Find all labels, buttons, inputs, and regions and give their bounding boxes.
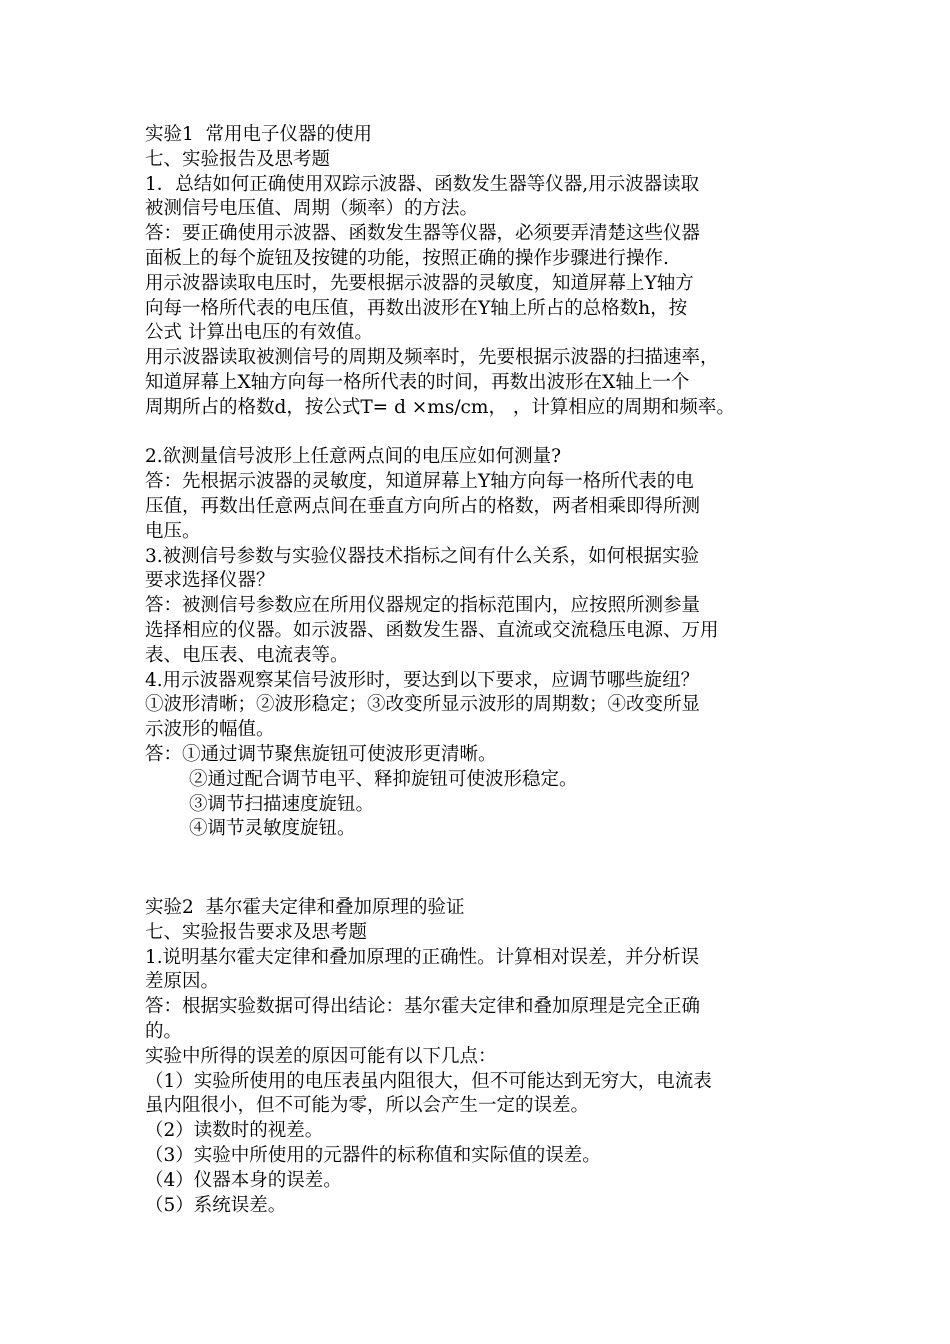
body-line: 要求选择仪器？ bbox=[145, 570, 275, 592]
body-line: 4.用示波器观察某信号波形时，要达到以下要求，应调节哪些旋纽？ bbox=[145, 669, 700, 691]
body-line: 公式 计算出电压的有效值。 bbox=[145, 322, 373, 344]
body-line: 答：先根据示波器的灵敏度，知道屏幕上Y轴方向每一格所代表的电 bbox=[145, 471, 694, 493]
body-line: 答：①通过调节聚焦旋钮可使波形更清晰。 bbox=[145, 743, 497, 765]
blank-line bbox=[145, 421, 945, 446]
body-line: （2）读数时的视差。 bbox=[145, 1120, 324, 1142]
body-line: 用示波器读取电压时，先要根据示波器的灵敏度，知道屏幕上Y轴方 bbox=[145, 272, 694, 294]
section-1 bbox=[145, 123, 945, 842]
body-line: 表、电压表、电流表等。 bbox=[145, 644, 349, 666]
body-line: 2.欲测量信号波形上任意两点间的电压应如何测量? bbox=[145, 446, 562, 468]
body-line: 向每一格所代表的电压值，再数出波形在Y轴上所占的总格数h，按 bbox=[145, 297, 688, 319]
body-line: 选择相应的仪器。如示波器、函数发生器、直流或交流稳压电源、万用 bbox=[145, 619, 719, 641]
answer-line: ②通过配合调节电平、释抑旋钮可使波形稳定。 bbox=[189, 768, 578, 790]
section-2-title: 实验2 基尔霍夫定律和叠加原理的验证 bbox=[145, 897, 465, 918]
section-2 bbox=[145, 896, 945, 1218]
body-line: 答：根据实验数据可得出结论：基尔霍夫定律和叠加原理是完全正确 bbox=[145, 996, 701, 1018]
body-line: （5）系统误差。 bbox=[145, 1194, 287, 1216]
body-line: 虽内阻很小，但不可能为零，所以会产生一定的误差。 bbox=[145, 1095, 590, 1117]
body-line: 周期所占的格数d，按公式T= d ×ms/cm， ，计算相应的周期和频率。 bbox=[145, 396, 735, 418]
body-line: 答：要正确使用示波器、函数发生器等仪器，必须要弄清楚这些仪器 bbox=[145, 223, 701, 245]
body-line: （1）实验所使用的电压表虽内阻很大，但不可能达到无穷大，电流表 bbox=[145, 1070, 712, 1092]
body-line: ①波形清晰；②波形稳定；③改变所显示波形的周期数；④改变所显 bbox=[145, 694, 701, 716]
body-line: 被测信号电压值、周期（频率）的方法。 bbox=[145, 198, 479, 220]
body-line: 压值，再数出任意两点间在垂直方向所占的格数，两者相乘即得所测 bbox=[145, 495, 701, 517]
body-line: 电压。 bbox=[145, 520, 201, 542]
section-1-title: 实验1 常用电子仪器的使用 bbox=[145, 124, 373, 145]
answer-line: ④调节灵敏度旋钮。 bbox=[189, 818, 356, 840]
body-line: （4）仪器本身的误差。 bbox=[145, 1169, 342, 1191]
body-line: 答：被测信号参数应在所用仪器规定的指标范围内，应按照所测参量 bbox=[145, 595, 701, 617]
body-line: 知道屏幕上X轴方向每一格所代表的时间，再数出波形在X轴上一个 bbox=[145, 371, 690, 393]
body-line: 1.说明基尔霍夫定律和叠加原理的正确性。计算相对误差，并分析误 bbox=[145, 946, 700, 968]
answer-line: ③调节扫描速度旋钮。 bbox=[189, 793, 375, 815]
section-1-subtitle: 七、实验报告及思考题 bbox=[145, 148, 331, 170]
body-line: 示波形的幅值。 bbox=[145, 719, 275, 741]
body-line: 差原因。 bbox=[145, 971, 220, 993]
body-line: 用示波器读取被测信号的周期及频率时，先要根据示波器的扫描速率， bbox=[145, 347, 719, 369]
body-line: 3.被测信号参数与实验仪器技术指标之间有什么关系，如何根据实验 bbox=[145, 545, 700, 567]
body-line: （3）实验中所使用的元器件的标称值和实际值的误差。 bbox=[145, 1144, 601, 1166]
body-line: 的。 bbox=[145, 1020, 183, 1042]
body-line: 1．总结如何正确使用双踪示波器、函数发生器等仪器,用示波器读取 bbox=[145, 173, 700, 195]
body-line: 面板上的每个旋钮及按键的功能，按照正确的操作步骤进行操作. bbox=[145, 247, 669, 269]
section-2-subtitle: 七、实验报告要求及思考题 bbox=[145, 921, 368, 943]
body-line: 实验中所得的误差的原因可能有以下几点： bbox=[145, 1045, 497, 1067]
